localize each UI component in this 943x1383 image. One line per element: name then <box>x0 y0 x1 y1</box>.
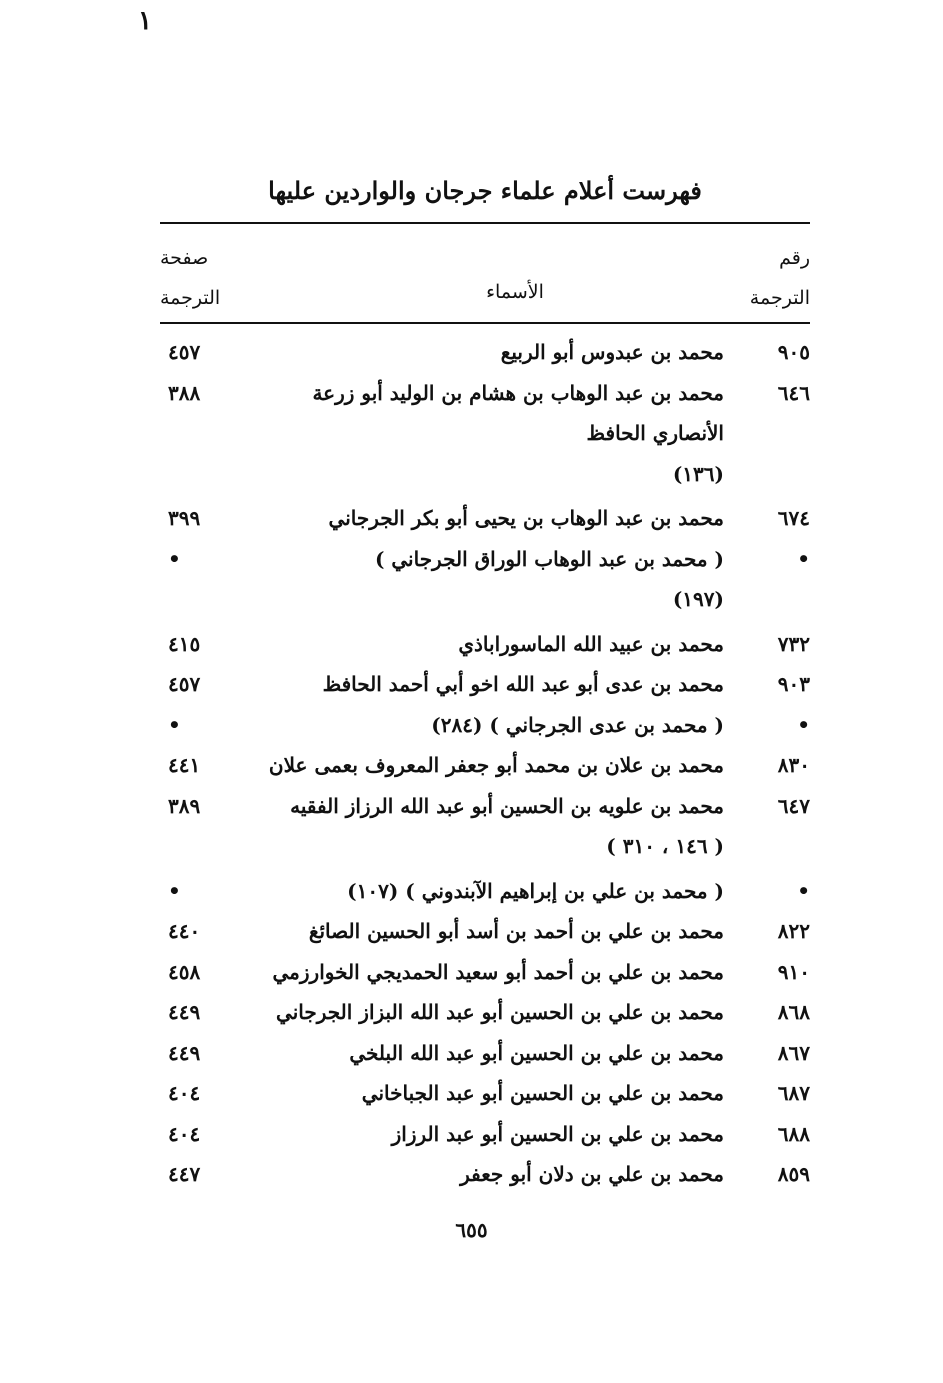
entry-number: ٩٠٣ <box>777 672 810 696</box>
entry-page: ٤٤٧ <box>168 1162 201 1186</box>
page-title: فهرست أعلام علماء جرجان والواردين عليها <box>268 176 702 205</box>
entry-page: • <box>168 712 181 737</box>
entry-number: ٨٥٩ <box>777 1162 810 1186</box>
entry-number: ٨٦٧ <box>777 1040 810 1065</box>
header-number-line1: رقم <box>779 247 810 269</box>
entry-page: ٣٩٩ <box>168 506 201 530</box>
entry-page: ٤٠٤ <box>168 1081 201 1105</box>
entry-page: ٣٨٨ <box>168 380 201 405</box>
header-top-rule <box>160 222 810 224</box>
entry-page: ٤٤٩ <box>168 1000 201 1024</box>
table-row <box>160 579 810 620</box>
entry-name: ( محمد بن علي بن إبراهيم الآبندوني ) (١٠٧) <box>347 878 724 903</box>
table-row <box>160 826 810 867</box>
entry-name: محمد بن عبد الوهاب بن هشام بن الوليد أبو زرعة <box>312 380 724 405</box>
header-names: الأسماء <box>486 281 544 303</box>
header-bottom-rule <box>160 322 810 324</box>
entry-name: محمد بن عبيد الله الماسوراباذي <box>458 631 724 656</box>
entry-name: محمد بن عبد الوهاب بن يحيى أبو بكر الجرجاني <box>328 506 724 530</box>
entry-number: • <box>797 878 810 903</box>
table-row <box>160 664 810 705</box>
table-row <box>160 332 810 373</box>
entry-page: ٤٤٩ <box>168 1040 201 1065</box>
entry-name: ( محمد بن عدى الجرجاني ) (٢٨٤) <box>431 712 724 737</box>
table-row <box>160 624 810 665</box>
entry-name: محمد بن علويه بن الحسين أبو عبد الله الرزاز الفقيه <box>290 793 724 818</box>
header-page-line2: الترجمة <box>160 287 221 309</box>
entry-page: ٤٥٧ <box>168 340 201 364</box>
table-row <box>160 1073 810 1114</box>
entry-name: محمد بن علان بن محمد أبو جعفر المعروف بعمى علان <box>268 753 724 777</box>
entry-number: ٦٤٦ <box>777 380 810 405</box>
entry-name: ( محمد بن عبد الوهاب الوراق الجرجاني ) <box>374 546 724 571</box>
table-row <box>160 1033 810 1074</box>
entry-number: ٨٦٨ <box>777 1000 810 1024</box>
table-row <box>160 454 810 495</box>
table-row <box>160 1154 810 1195</box>
entry-name: محمد بن علي بن الحسين أبو عبد الله البزاز الجرجاني <box>276 1000 724 1024</box>
table-row <box>160 413 810 454</box>
table-row <box>160 1114 810 1155</box>
entry-name: محمد بن علي بن أحمد بن أسد أبو الحسين الصائغ <box>308 919 724 943</box>
entry-number: ٨٣٠ <box>777 753 810 777</box>
table-row <box>160 498 810 539</box>
entry-name: محمد بن عدى أبو عبد الله اخو أبي أحمد الحافظ <box>322 672 724 696</box>
entry-number: ٦٤٧ <box>777 793 810 818</box>
table-row <box>160 952 810 993</box>
entry-number: ٩١٠ <box>777 959 810 984</box>
table-row <box>160 705 810 746</box>
header-number-line2: الترجمة <box>749 287 810 309</box>
entry-page: • <box>168 546 181 571</box>
corner-mark: ١ <box>138 6 152 36</box>
entry-name: (١٣٦) <box>672 461 724 486</box>
entry-number: ٩٠٥ <box>777 340 810 364</box>
entry-number: ٦٧٤ <box>777 506 810 530</box>
entry-name: محمد بن علي بن الحسين أبو عبد الله البلخي <box>349 1040 724 1065</box>
page-number: ٦٥٥ <box>455 1218 488 1242</box>
entry-name: (١٩٧) <box>672 587 724 611</box>
entry-number: • <box>797 712 810 737</box>
table-row <box>160 911 810 952</box>
entry-name: محمد بن عبدوس أبو الربيع <box>500 340 724 364</box>
table-row <box>160 992 810 1033</box>
table-row <box>160 373 810 414</box>
index-entries <box>160 332 810 1195</box>
header-page <box>160 238 220 318</box>
header-page-line1: صفحة <box>160 247 209 269</box>
entry-page: ٤٥٨ <box>168 959 201 984</box>
entry-number: ٦٨٨ <box>777 1121 810 1146</box>
entry-number: ٨٢٢ <box>777 919 810 943</box>
table-row <box>160 871 810 912</box>
entry-name: محمد بن علي بن الحسين أبو عبد الرزاز <box>391 1121 724 1146</box>
entry-name: ( ١٤٦ ، ٣١٠ ) <box>606 834 724 858</box>
entry-name: محمد بن علي بن دلان أبو جعفر <box>460 1162 724 1186</box>
entry-number: • <box>797 546 810 571</box>
entry-page: ٣٨٩ <box>168 793 201 818</box>
entry-number: ٧٣٢ <box>777 631 810 656</box>
entry-page: ٤٤١ <box>168 753 201 777</box>
table-row <box>160 786 810 827</box>
entry-name: محمد بن علي بن الحسين أبو عبد الجباخاني <box>361 1081 724 1105</box>
table-row <box>160 745 810 786</box>
header-number <box>750 238 810 318</box>
entry-name: محمد بن علي بن أحمد أبو سعيد الحمديجي الخوارزمي <box>272 959 724 984</box>
table-row <box>160 539 810 580</box>
entry-page: ٤٥٧ <box>168 672 201 696</box>
entry-number: ٦٨٧ <box>777 1081 810 1105</box>
entry-page: ٤٤٠ <box>168 919 201 943</box>
entry-page: • <box>168 878 181 903</box>
entry-page: ٤١٥ <box>168 631 201 656</box>
entry-name: الأنصاري الحافظ <box>586 421 724 445</box>
entry-page: ٤٠٤ <box>168 1121 201 1146</box>
